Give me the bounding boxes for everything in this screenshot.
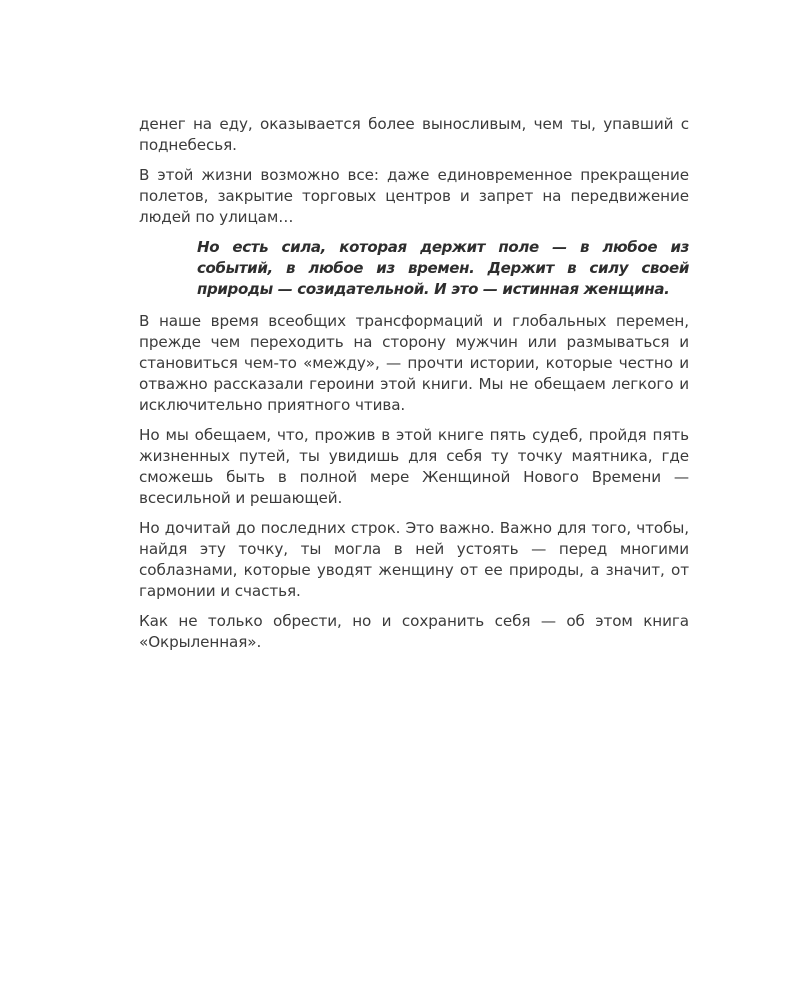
paragraph-5: Но дочитай до последних строк. Это важно. Важно для того, чтобы, найдя эту точку, ты могла в ней устоять — перед многими соблазнами, которые уводят женщину от ее природы, а значит, от гармонии и счастья. (139, 519, 689, 600)
paragraph-4: Но мы обещаем, что, прожив в этой книге пять судеб, пройдя пять жизненных путей, ты увидишь для себя ту точку маятника, где сможешь быть в полной мере Женщиной Нового Времени — всесильной и решающей. (139, 426, 689, 507)
paragraph-1: денег на еду, оказывается более выносливым, чем ты, упавший с поднебесья. (139, 115, 689, 154)
text-column (139, 114, 689, 662)
paragraph-2: В этой жизни возможно все: даже единовременное прекращение полетов, закрытие торговых центров и запрет на передвижение людей по улицам… (139, 166, 689, 226)
italic-quote: Но есть сила, которая держит поле — в любое из событий, в любое из времен. Держит в силу своей природы — созидательной. И это — истинная женщина. (197, 238, 689, 298)
paragraph-3: В наше время всеобщих трансформаций и глобальных перемен, прежде чем переходить на сторону мужчин или размываться и становиться чем-то «между», — прочти истории, которые честно и отважно рассказали героини этой книги. Мы не обещаем легкого и исключительно приятного чтива. (139, 312, 689, 414)
paragraph-6: Как не только обрести, но и сохранить себя — об этом книга «Окрыленная». (139, 612, 689, 651)
